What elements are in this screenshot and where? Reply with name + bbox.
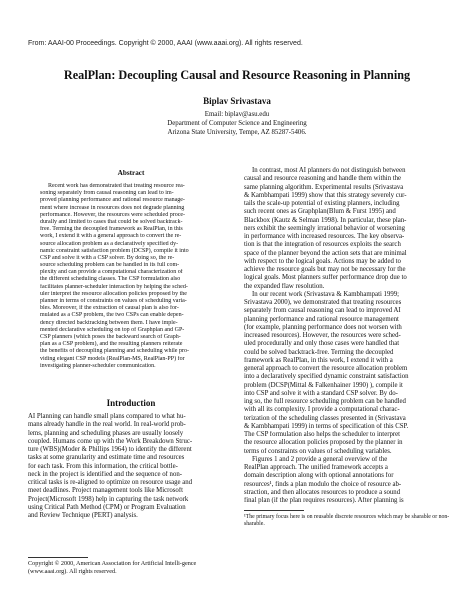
text-line: for each task. From this information, the critical bottle- — [28, 462, 178, 470]
text-line: terms of constraints on values of scheduling variables. — [244, 447, 392, 455]
text-line: the expanded flaw resolution. — [244, 282, 325, 290]
text-line: viding elegant CSP models (RealPlan-MS, RealPlan-PP) for — [40, 355, 185, 362]
abstract-body — [40, 183, 222, 370]
text-line: bles. Moreover, if the extraction of causal plan is also for- — [40, 305, 179, 312]
abstract-heading: Abstract — [117, 169, 145, 177]
copyright-rule — [28, 557, 88, 558]
text-line: increased resources). However, the resources were sched- — [244, 332, 401, 339]
author-university: Arizona State University, Tempe, AZ 85287-5406. — [167, 129, 307, 136]
text-line: ment where increase in resources does not degrade planning — [40, 204, 185, 211]
text-line: namic constraint satisfaction problem (DCSP), compile it into — [40, 247, 189, 254]
right-column-body — [244, 167, 450, 505]
text-line: ing so, the full resource scheduling problem can be handled — [244, 398, 406, 405]
text-line: performance. However, the resources were scheduled proce- — [40, 211, 186, 218]
author-email: Email: biplav@asu.edu — [204, 111, 270, 118]
text-line: Blackbox (Kautz & Selman 1998). In particular, these plan- — [244, 216, 407, 224]
text-line: uled procedurally and only those cases were handled that — [244, 340, 400, 348]
text-line: mented declarative scheduling on top of Graphplan and GP- — [40, 326, 185, 333]
text-line: durally and limited to cases that could be solved backtrack- — [40, 218, 183, 225]
text-line: same planning algorithm. Experimental results (Srivastava — [244, 183, 404, 191]
text-line: Project(Microsoft 1998) help in capturing the task network — [28, 495, 189, 503]
text-line: achieve the resource goals but may not be necessary for the — [244, 266, 406, 273]
text-line: general approach to convert the resource allocation problem — [244, 365, 408, 372]
text-line: could be solved backtrack-free. Terming the decoupled — [244, 348, 394, 356]
text-line: such recent ones as Graphplan(Blum & Furst 1995) and — [244, 208, 396, 216]
text-line: the benefits of decoupling planning and scheduling while pro- — [40, 348, 189, 355]
text-line: uler interpret the resource allocation policies proposed by the — [40, 290, 187, 297]
text-line: meet deadlines. Project management tools like Microsoft — [28, 487, 183, 495]
text-line: The CSP formulation also helps the scheduler to interpret — [244, 431, 401, 438]
text-line: plexity and can provide a computational characterization of — [40, 269, 183, 276]
text-line: tasks at some granularity and estimate time and resources — [28, 454, 185, 462]
text-line: coupled. Humans come up with the Work Breakdown Struc- — [28, 437, 193, 445]
text-line: using Critical Path Method (CPM) or Program Evaluation — [28, 503, 186, 511]
text-line: & Kambhampati 1999) in terms of specification of this CSP. — [244, 422, 409, 430]
text-line: problem (DCSP(Mittal & Falkenhainer 1990) ), compile it — [244, 381, 403, 389]
text-line: separately from causal reasoning can lead to improved AI — [244, 307, 401, 315]
text-line: ture (WBS)(Moder & Phillips 1964) to identify the different — [28, 446, 192, 453]
text-line: Srivastava 2000), we demonstrated that treating resources — [244, 299, 402, 306]
text-line: plan as a CSP problem), and the resulting planners reiterate — [40, 341, 183, 348]
text-line: and Review Technique (PERT) analysis. — [28, 512, 138, 519]
text-line: investigating planner-scheduler communication. — [40, 362, 156, 369]
text-line: (for example, planning performance does not worsen with — [244, 323, 402, 331]
text-line: In contrast, most AI planners do not distinguish between — [252, 167, 406, 174]
proceedings-header: From: AAAI-00 Proceedings. Copyright © 2000, AAAI (www.aaai.org). All rights reserved. — [28, 40, 303, 47]
text-line: proved planning performance and rational resource manage- — [40, 197, 185, 204]
text-line: into a declaratively specified dynamic constraint satisfaction — [244, 373, 409, 381]
text-line: domain description along with optional annotations for — [244, 472, 394, 480]
text-line: lems, planning and scheduling phases are usually loosely — [28, 429, 184, 437]
text-line: planner in terms of constraints on values of scheduling varia- — [40, 298, 187, 304]
text-line: source scheduling problem can be handled in its full com- — [40, 262, 180, 269]
text-line: causal and resource reasoning and handle them within the — [244, 175, 402, 183]
text-line: dency directed backtracking between them. I have imple- — [40, 319, 178, 326]
text-line: the resource allocation policies proposed by the planner in — [244, 439, 403, 447]
text-line: into CSP and solve it with a standard CSP solver. By do- — [244, 389, 398, 397]
text-line: mulated as a CSP problem, the two CSPs can enable depen- — [40, 312, 184, 319]
text-line: planning performance and rational resource management — [244, 315, 399, 323]
text-line: free. Terming the decoupled framework as RealPlan, in this — [40, 226, 183, 233]
text-line: Recent work has demonstrated that treating resource rea- — [48, 183, 185, 189]
introduction-body — [28, 413, 234, 520]
text-line: with all its complexity. I provide a computational charac- — [244, 406, 400, 414]
text-line: CSP and solve it with a CSP solver. By doing so, the re- — [40, 254, 175, 261]
introduction-heading: Introduction — [106, 398, 156, 408]
text-line: critical tasks is re-aligned to optimize on resource usage and — [28, 479, 193, 486]
text-line: neck in the project is identified and the sequence of non- — [28, 470, 183, 478]
text-line: soning separately from causal reasoning can lead to im- — [40, 190, 174, 197]
text-line: terization of the scheduling classes presented in (Srivastava — [244, 414, 406, 422]
text-line: CSP planners (which poses the backward search of Graph- — [40, 333, 181, 340]
text-line: RealPlan approach. The unified framework accepts a — [244, 464, 388, 471]
text-line: Figures 1 and 2 provide a general overview of the — [252, 455, 388, 463]
text-line: & Kambhampati 1999) show that this strategy severely cur- — [244, 191, 407, 199]
text-line: AI Planning can handle small plans compared to what hu- — [28, 413, 186, 420]
text-line: ners exhibit the seemingly irrational behavior of worsening — [244, 224, 406, 232]
footnote-1: ¹The primary focus here is on reusable discrete resources which may be sharable or non-sharable. — [244, 514, 450, 527]
text-line: space of the planner beyond the action sets that are minimal — [244, 249, 407, 257]
text-line: gence (www.aaai.org). All rights reserved. — [28, 560, 197, 575]
text-line: In our recent work (Srivastava & Kambhampati 1999; — [252, 290, 400, 298]
text-line: source allocation problem as a declaratively specified dy- — [40, 240, 179, 247]
text-line: the different scheduling classes. The CSP formulation also — [40, 276, 181, 283]
text-line: facilitates planner-scheduler interaction by helping the sched- — [40, 283, 188, 290]
text-line: work, I extend it with a general approach to convert the re- — [40, 233, 182, 240]
author-name: Biplav Srivastava — [203, 96, 271, 106]
text-line: resources¹, finds a plan modulo the choice of resource ab- — [244, 480, 402, 488]
author-department: Department of Computer Science and Engineering — [167, 120, 307, 127]
text-line: framework as RealPlan, in this work, I extend it with a — [244, 356, 393, 364]
text-line: logical goals. Most planners suffer performance drop due to — [244, 274, 407, 282]
text-line: in performance with increased resources. The key observa- — [244, 233, 405, 240]
text-line: final plan (if the plan requires resources). After planning is — [244, 497, 404, 504]
text-line: tion is that the integration of resources exploits the search — [244, 241, 401, 249]
text-line: straction, and then allocates resources to produce a sound — [244, 488, 401, 496]
text-line: with respect to the logical goals. Actions may be added to — [244, 257, 401, 265]
paper-title: RealPlan: Decoupling Causal and Resource Reasoning in Planning — [63, 68, 411, 82]
text-line: Copyright © 2000, American Association for Artificial Intelli- — [28, 560, 182, 567]
text-line: tails the scale-up potential of existing planners, including — [244, 200, 400, 207]
copyright-notice — [28, 560, 234, 575]
footnote-rule — [244, 510, 304, 511]
text-line: mans already handle in the real world. In real-world prob- — [28, 421, 186, 429]
